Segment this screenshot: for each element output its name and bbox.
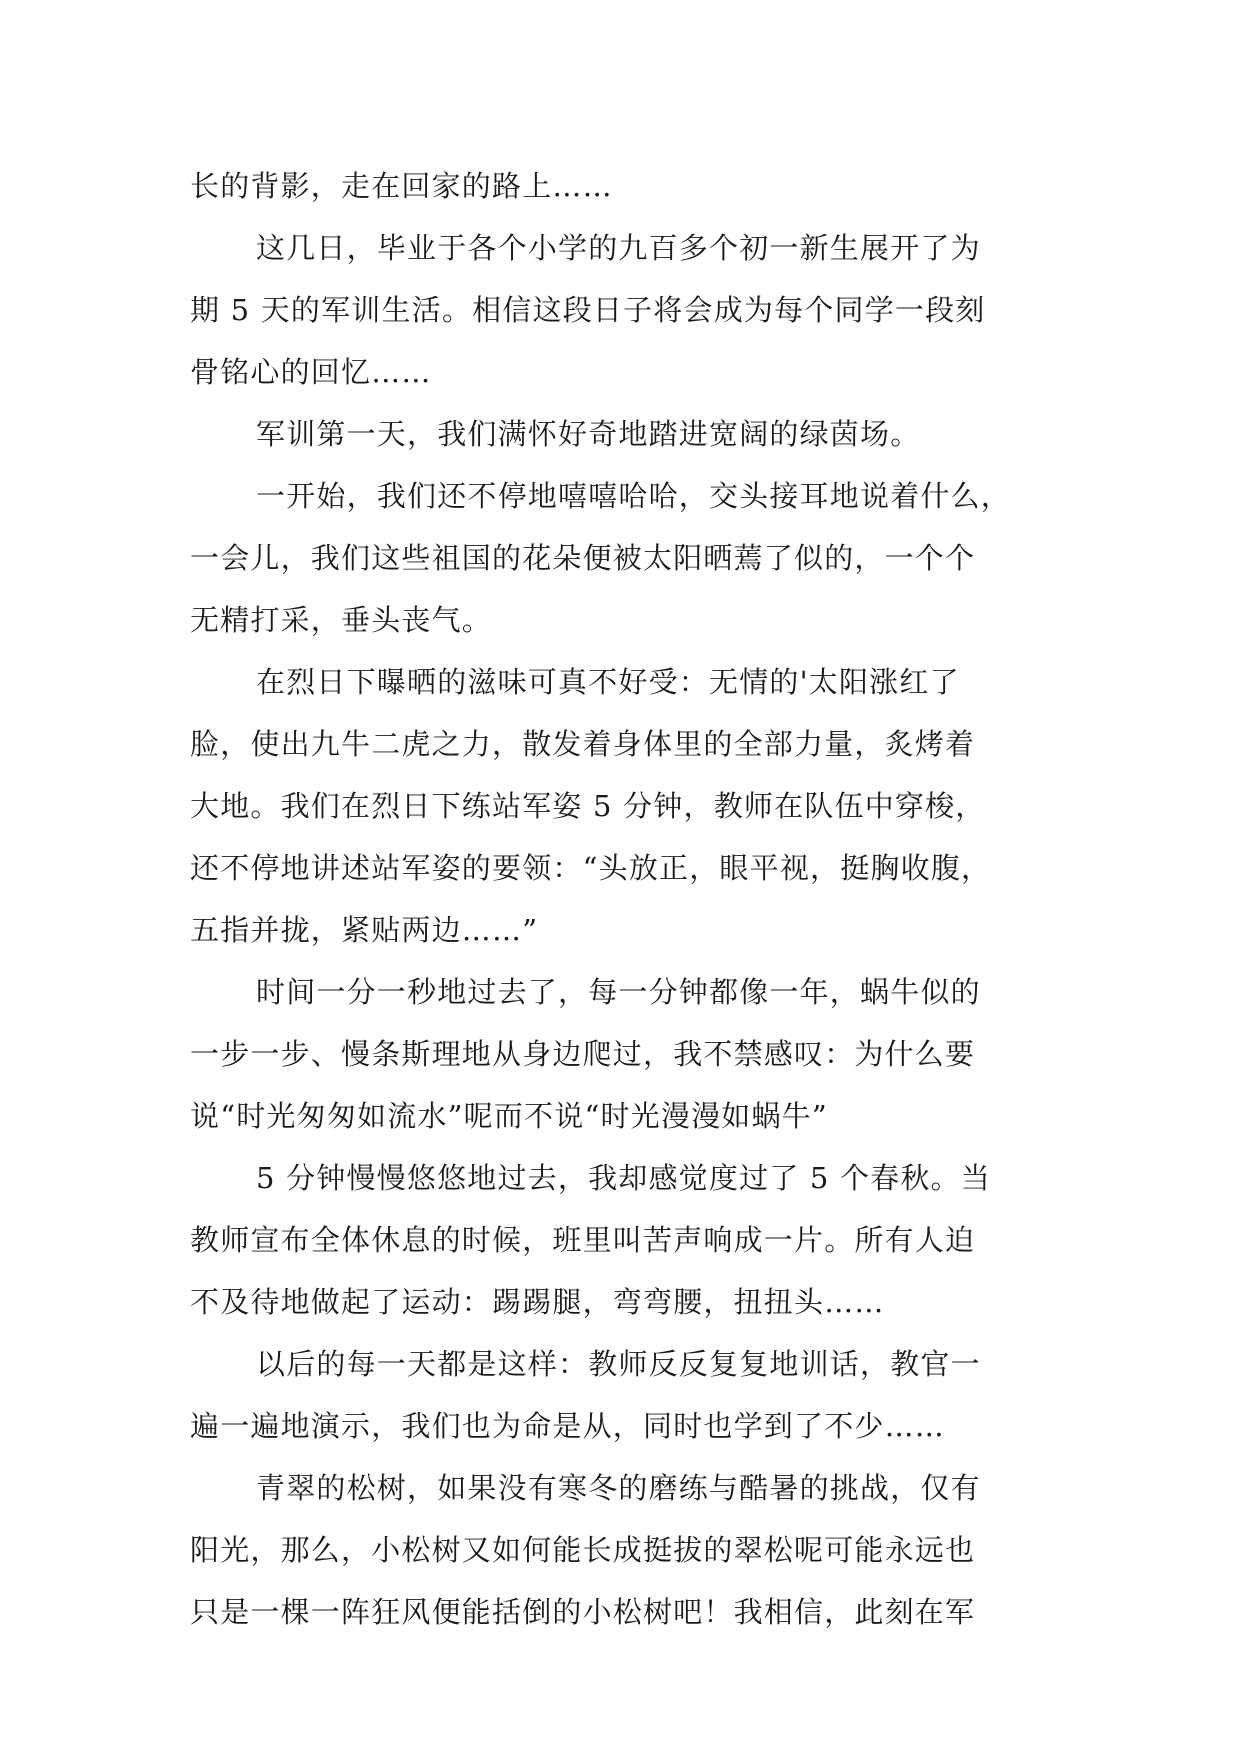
- text-line: 军训第一天，我们满怀好奇地踏进宽阔的绿茵场。: [256, 417, 921, 451]
- text-line: 5 分钟慢慢悠悠地过去，我却感觉度过了 5 个春秋。当: [256, 1161, 991, 1195]
- text-line: 青翠的松树，如果没有寒冬的磨练与酷暑的挑战，仅有: [256, 1471, 981, 1505]
- text-line: 时间一分一秒地过去了，每一分钟都像一年，蜗牛似的: [256, 975, 981, 1009]
- text-line: 一会儿，我们这些祖国的花朵便被太阳晒蔫了似的，一个个: [190, 541, 976, 575]
- text-line: 不及待地做起了运动：踢踢腿，弯弯腰，扭扭头……: [190, 1285, 885, 1319]
- text-line: 只是一棵一阵狂风便能括倒的小松树吧！我相信，此刻在军: [190, 1595, 976, 1629]
- text-line: 在烈日下曝晒的滋味可真不好受：无情的'太阳涨红了: [256, 665, 960, 699]
- text-line: 无精打采，垂头丧气。: [190, 603, 493, 637]
- text-line: 一开始，我们还不停地嘻嘻哈哈，交头接耳地说着什么，: [256, 479, 1012, 513]
- text-line: 这几日，毕业于各个小学的九百多个初一新生展开了为: [256, 231, 981, 265]
- document-body: [190, 155, 1070, 1643]
- text-line: 还不停地讲述站军姿的要领：“头放正，眼平视，挺胸收腹，: [190, 851, 992, 885]
- text-line: 长的背影，走在回家的路上……: [190, 169, 613, 203]
- text-line: 教师宣布全体休息的时候，班里叫苦声响成一片。所有人迫: [190, 1223, 976, 1257]
- text-line: 脸，使出九牛二虎之力，散发着身体里的全部力量，炙烤着: [190, 727, 976, 761]
- text-line: 期 5 天的军训生活。相信这段日子将会成为每个同学一段刻: [190, 293, 986, 327]
- text-line: 五指并拢，紧贴两边……”: [190, 913, 539, 947]
- text-line: 大地。我们在烈日下练站军姿 5 分钟，教师在队伍中穿梭，: [190, 789, 986, 823]
- text-line: 一步一步、慢条斯理地从身边爬过，我不禁感叹：为什么要: [190, 1037, 976, 1071]
- text-line: 说“时光匆匆如流水”呢而不说“时光漫漫如蜗牛”: [190, 1099, 828, 1133]
- text-line: 遍一遍地演示，我们也为命是从，同时也学到了不少……: [190, 1409, 946, 1443]
- text-line: 骨铭心的回忆……: [190, 355, 432, 389]
- text-line: 以后的每一天都是这样：教师反反复复地训话，教官一: [256, 1347, 981, 1381]
- text-line: 阳光，那么，小松树又如何能长成挺拔的翠松呢可能永远也: [190, 1533, 976, 1567]
